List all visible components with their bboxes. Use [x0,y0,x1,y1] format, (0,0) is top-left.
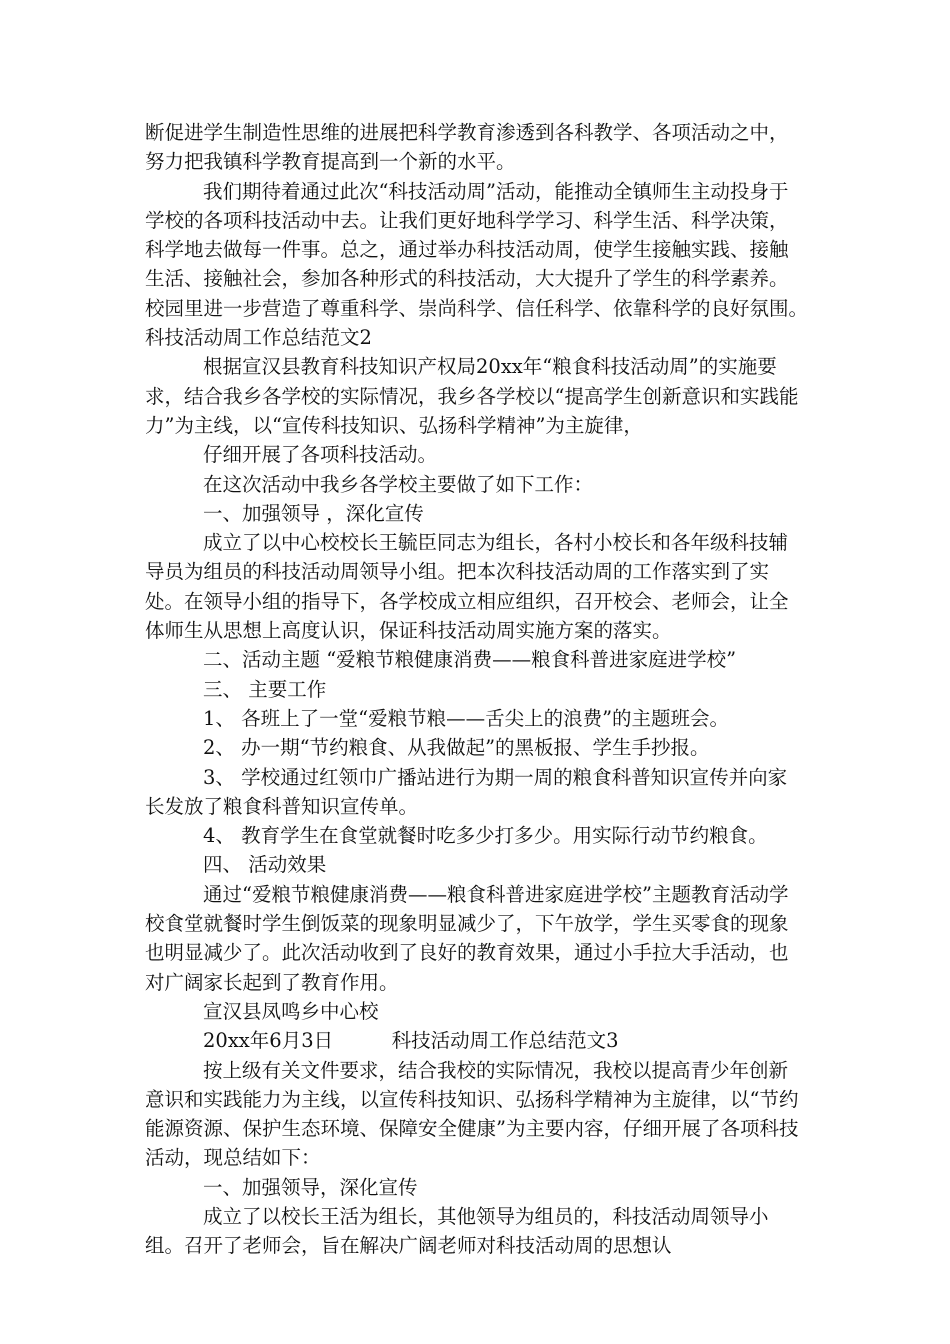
paragraph: 通过“爱粮节粮健康消费——粮食科普进家庭进学校”主题教育活动学校食堂就餐时学生倒饭菜的现象明显减少了，下午放学，学生买零食的现象也明显减少了。此次活动收到了良好的教育效果，通过小手拉大手活动，也对广阔家长起到了教育作用。 [145,882,789,994]
section-heading: 一、加强领导，深化宣传 [203,1175,418,1199]
document-body [145,118,838,1261]
paragraph: 根据宣汉县教育科技知识产权局20xx年“粮食科技活动周”的实施要求，结合我乡各学校的实际情况，我乡各学校以“提高学生创新意识和实践能力”为主线，以“宣传科技知识、弘扬科学精神”为主旋律， [145,355,799,437]
paragraph: 仔细开展了各项科技活动。 [203,443,438,467]
list-item: 1、 各班上了一堂“爱粮节粮——舌尖上的浪费”的主题班会。 [203,706,730,730]
list-item: 2、 办一期“节约粮食、从我做起”的黑板报、学生手抄报。 [203,736,710,760]
section-heading: 二、活动主题 “爱粮节粮健康消费——粮食科普进家庭进学校” [203,648,737,672]
signature-line: 宣汉县凤鸣乡中心校 [203,999,379,1023]
section-heading: 三、 主要工作 [203,677,327,701]
paragraph: 在这次活动中我乡各学校主要做了如下工作： [203,472,594,496]
list-item: 4、 教育学生在食堂就餐时吃多少打多少。用实际行动节约粮食。 [203,824,768,848]
paragraph: 成立了以中心校校长王毓臣同志为组长，各村小校长和各年级科技辅导员为组员的科技活动周领导小组。把本次科技活动周的工作落实到了实处。在领导小组的指导下，各学校成立相应组织，召开校会、老师会，让全体师生从思想上高度认识，保证科技活动周实施方案的落实。 [145,531,789,643]
date-line: 20xx年6月3日 科技活动周工作总结范文3 [203,1029,619,1053]
paragraph: 断促进学生制造性思维的进展把科学教育渗透到各科教学、各项活动之中，努力把我镇科学教育提高到一个新的水平。 [145,121,789,174]
section-heading: 四、 活动效果 [203,853,327,877]
paragraph: 按上级有关文件要求，结合我校的实际情况，我校以提高青少年创新意识和实践能力为主线，以宣传科技知识、弘扬科学精神为主旋律，以“节约能源资源、保护生态环境、保障安全健康”为主要内容，仔细开展了各项科技活动，现总结如下： [145,1058,799,1170]
section-heading: 一、加强领导 ，深化宣传 [203,501,424,525]
list-item: 3、 学校通过红领巾广播站进行为期一周的粮食科普知识宣传并向家长发放了粮食科普知识宣传单。 [145,765,788,818]
paragraph: 我们期待着通过此次“科技活动周”活动，能推动全镇师生主动投身于学校的各项科技活动中去。让我们更好地科学学习、科学生活、科学决策，科学地去做每一件事。总之，通过举办科技活动周，使学生接触实践、接触生活、接触社会，参加各种形式的科技活动，大大提升了学生的科学素养。校园里进一步营造了尊重科学、崇尚科学、信任科学、依靠科学的良好氛围。 科技活动周工作总结范文2 [145,179,838,350]
paragraph: 成立了以校长王活为组长，其他领导为组员的，科技活动周领导小组。召开了老师会，旨在解决广阔老师对科技活动周的思想认 [145,1204,769,1258]
